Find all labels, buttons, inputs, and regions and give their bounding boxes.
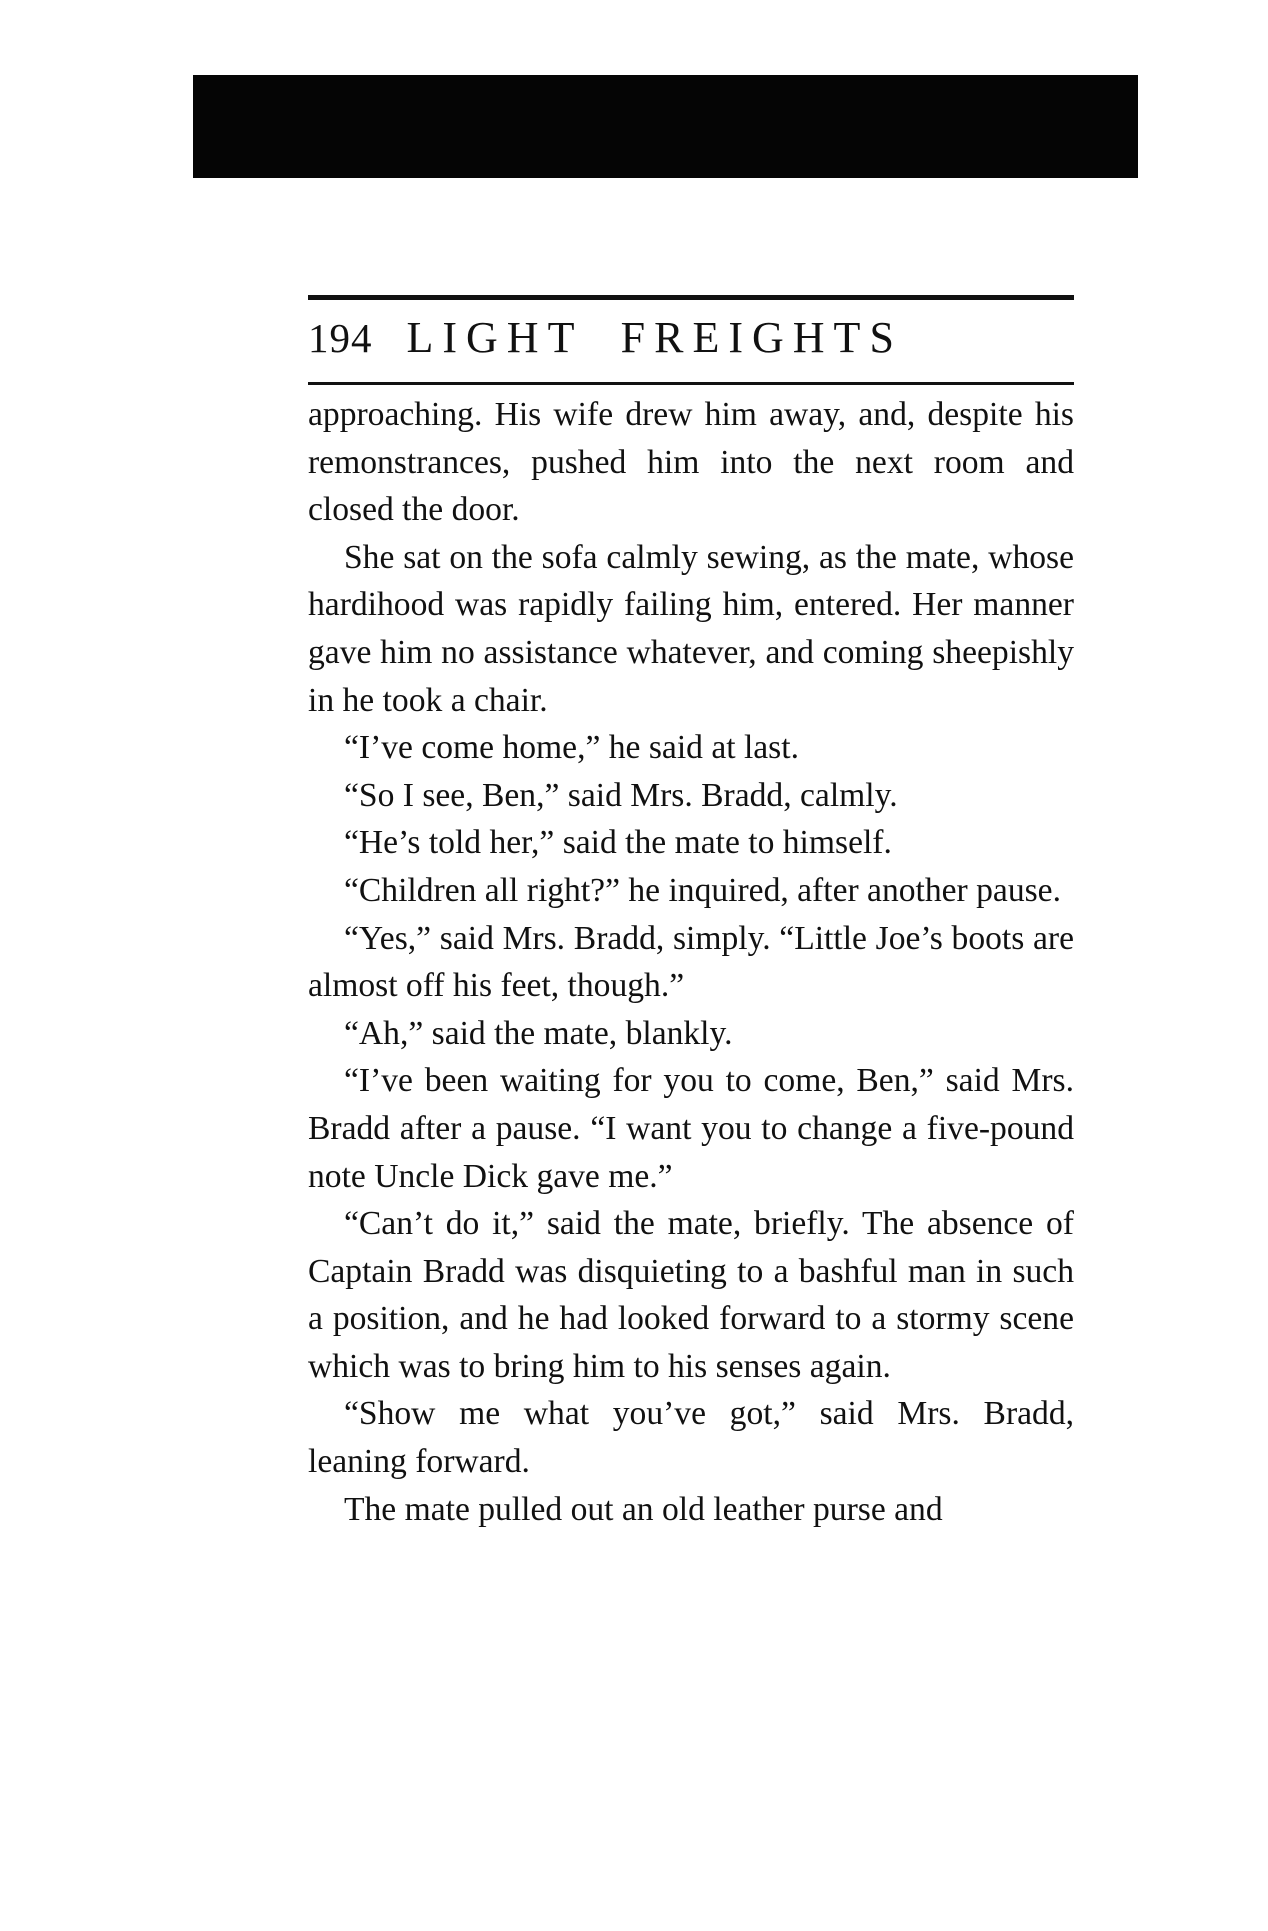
body-text <box>308 391 1074 1533</box>
paragraph: “Yes,” said Mrs. Bradd, simply. “Little Joe’s boots are almost off his feet, though.” <box>308 919 1074 1005</box>
paragraph: “I’ve come home,” he said at last. <box>344 729 799 767</box>
paragraph: “Show me what you’ve got,” said Mrs. Bradd, leaning forward. <box>308 1395 1074 1481</box>
running-head <box>308 312 1074 382</box>
paragraph: The mate pulled out an old leather purse and <box>344 1490 943 1528</box>
paragraph: “I’ve been waiting for you to come, Ben,” said Mrs. Bradd after a pause. “I want you to change a five-pound note Uncle Dick gave me.” <box>308 1062 1074 1195</box>
paragraph: She sat on the sofa calmly sewing, as the mate, whose hardihood was rapidly failing him, entered. Her manner gave him no assistance whatever, and coming sheepishly in he took a chair. <box>308 538 1074 719</box>
paragraph: “Ah,” said the mate, blankly. <box>344 1014 733 1052</box>
paragraph: “So I see, Ben,” said Mrs. Bradd, calmly. <box>344 776 898 814</box>
book-page <box>308 295 1074 1533</box>
paragraph: “He’s told her,” said the mate to himself. <box>344 824 892 862</box>
paragraph: “Can’t do it,” said the mate, briefly. The absence of Captain Bradd was disquieting to a bashful man in such a position, and he had looked forward to a stormy scene which was to bring him to his senses again. <box>308 1205 1074 1385</box>
header-rule-bottom <box>308 382 1074 385</box>
page-number: 194 <box>308 315 373 361</box>
paragraph: approaching. His wife drew him away, and, despite his remonstrances, pushed him into the next room and closed the door. <box>308 396 1074 529</box>
running-title: LIGHT FREIGHTS <box>406 313 903 362</box>
paragraph: “Children all right?” he inquired, after another pause. <box>344 871 1061 909</box>
header-rule-top <box>308 295 1074 300</box>
scan-redaction-bar <box>193 75 1138 178</box>
